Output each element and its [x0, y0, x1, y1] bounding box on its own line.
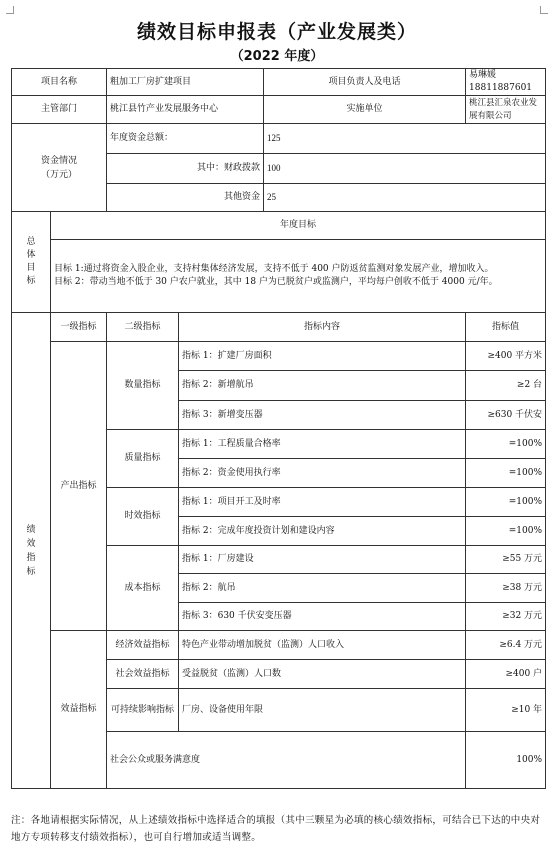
- cost-row-3-content: 指标 3：630 千伏安变压器: [179, 603, 466, 631]
- sustain-value: ≥10 年: [466, 689, 546, 732]
- col-content-header: 指标内容: [179, 313, 466, 342]
- output-indicator-label: 产出指标: [51, 342, 107, 631]
- economic-value: ≥6.4 万元: [466, 631, 546, 660]
- unit-label: 实施单位: [264, 96, 466, 124]
- timeliness-row-2-content: 指标 2：完成年度投资计划和建设内容: [179, 517, 466, 546]
- timeliness-row-2-value: =100%: [466, 517, 546, 546]
- funds-label-text: 资金情况 （万元）: [41, 155, 78, 180]
- annual-goal-text: [51, 240, 546, 313]
- cost-row-2-content: 指标 2：航吊: [179, 574, 466, 603]
- social-content: 受益脱贫（监测）人口数: [179, 660, 466, 689]
- funds-other-label: 其他资金: [107, 184, 264, 212]
- effect-indicator-label: 效益指标: [51, 631, 107, 789]
- cost-row-3-value: ≥32 万元: [466, 603, 546, 631]
- quality-row-1-content: 指标 1：工程质量合格率: [179, 430, 466, 459]
- quantity-row-1-content: 指标 1：扩建厂房面积: [179, 342, 466, 371]
- economic-indicator-label: 经济效益指标: [107, 631, 179, 660]
- funds-other-value: 25: [264, 184, 546, 212]
- form-title: 绩效目标申报表（产业发展类）: [136, 21, 417, 43]
- goal-1: 目标 1:通过将资金入股企业，支持村集体经济发展，支持不低于 400 户防返贫监测对象发展产业，增加收入。: [54, 264, 494, 274]
- crop-mark-left: [6, 6, 14, 14]
- form-year: （2022 年度）: [230, 49, 324, 64]
- indicators-label-text: 绩效指标: [26, 524, 36, 577]
- cost-indicator-label: 成本指标: [107, 546, 179, 631]
- funds-fiscal-label: 其中：财政拨款: [107, 154, 264, 184]
- quantity-row-3-content: 指标 3：新增变压器: [179, 401, 466, 430]
- col-level1-header: 一级指标: [51, 313, 107, 342]
- quantity-row-3-value: ≥630 千伏安: [466, 401, 546, 430]
- satisfaction-value: 100%: [466, 732, 546, 789]
- timeliness-row-1-value: =100%: [466, 488, 546, 517]
- col-value-header: 指标值: [466, 313, 546, 342]
- sustain-indicator-label: 可持续影响指标: [107, 689, 179, 732]
- annual-goal-header: 年度目标: [51, 212, 546, 240]
- quantity-row-2-value: ≥2 台: [466, 371, 546, 401]
- cost-row-1-value: ≥55 万元: [466, 546, 546, 574]
- economic-content: 特色产业带动增加脱贫（监测）人口收入: [179, 631, 466, 660]
- overall-goal-label: [12, 212, 51, 313]
- quality-row-2-value: =100%: [466, 459, 546, 488]
- sustain-content: 厂房、设备使用年限: [179, 689, 466, 732]
- quantity-indicator-label: 数量指标: [107, 342, 179, 430]
- cost-row-1-content: 指标 1：厂房建设: [179, 546, 466, 574]
- dept-value: 桃江县竹产业发展服务中心: [107, 96, 264, 124]
- project-name-value: 粗加工厂房扩建项目: [107, 69, 264, 96]
- overall-goal-label-text: 总体目标: [26, 237, 36, 286]
- goal-2: 目标 2：带动当地不低于 30 户农户就业，其中 18 户为已脱贫户或监测户，平均每户创收不低于 4000 元/年。: [54, 277, 498, 287]
- social-value: ≥400 户: [466, 660, 546, 689]
- project-leader-value: 易琳媛 18811887601: [466, 69, 546, 96]
- funds-label: [12, 124, 107, 212]
- project-leader-label: 项目负责人及电话: [264, 69, 466, 96]
- quality-indicator-label: 质量指标: [107, 430, 179, 488]
- dept-label: 主管部门: [12, 96, 107, 124]
- col-level2-header: 二级指标: [107, 313, 179, 342]
- unit-value: 桃江县汇泉农业发展有限公司: [466, 96, 546, 124]
- funds-total-value: 125: [264, 124, 546, 154]
- crop-mark-right: [540, 6, 548, 14]
- funds-fiscal-value: 100: [264, 154, 546, 184]
- indicators-label: [12, 313, 51, 789]
- satisfaction-label: 社会公众或服务满意度: [107, 732, 466, 789]
- quality-row-2-content: 指标 2：资金使用执行率: [179, 459, 466, 488]
- cost-row-2-value: ≥38 万元: [466, 574, 546, 603]
- funds-total-label: 年度资金总额：: [107, 124, 264, 154]
- quality-row-1-value: =100%: [466, 430, 546, 459]
- timeliness-row-1-content: 指标 1：项目开工及时率: [179, 488, 466, 517]
- footnote: 注：各地请根据实际情况，从上述绩效指标中选择适合的填报（其中三颗星为必填的核心绩效指标，可结合已下达的中央对地方专项转移支付绩效指标），也可自行增加或适当调整。: [11, 815, 541, 843]
- quantity-row-2-content: 指标 2：新增航吊: [179, 371, 466, 401]
- social-indicator-label: 社会效益指标: [107, 660, 179, 689]
- timeliness-indicator-label: 时效指标: [107, 488, 179, 546]
- performance-target-table: [11, 68, 546, 789]
- quantity-row-1-value: ≥400 平方米: [466, 342, 546, 371]
- project-name-label: 项目名称: [12, 69, 107, 96]
